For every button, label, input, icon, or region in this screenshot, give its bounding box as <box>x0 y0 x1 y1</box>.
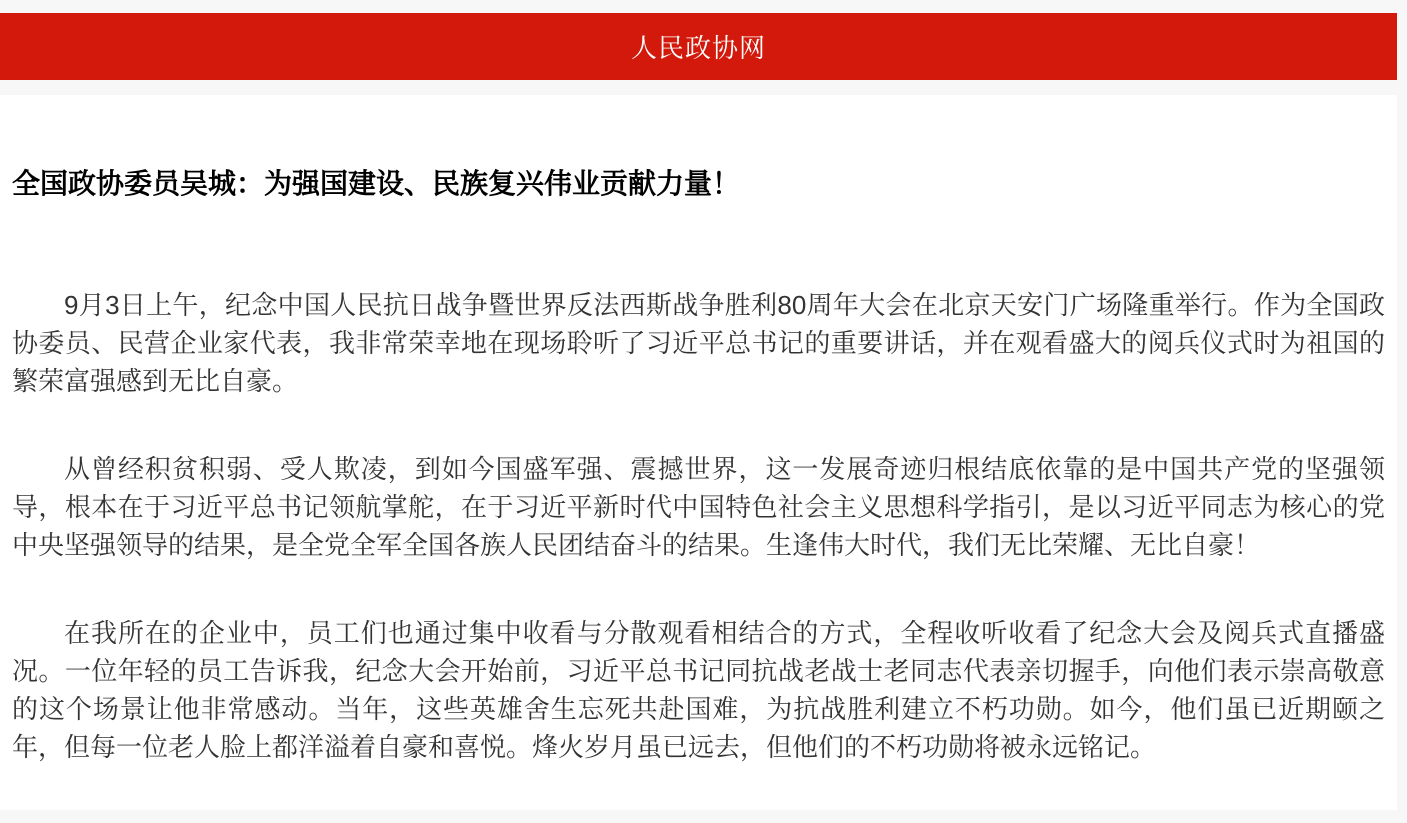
page-column <box>0 13 1397 823</box>
article-paragraph-2: 从曾经积贫积弱、受人欺凌，到如今国盛军强、震撼世界，这一发展奇迹归根结底依靠的是中国共产党的坚强领导，根本在于习近平总书记领航掌舵，在于习近平新时代中国特色社会主义思想科学指引，是以习近平同志为核心的党中央坚强领导的结果，是全党全军全国各族人民团结奋斗的结果。生逢伟大时代，我们无比荣耀、无比自豪！ <box>12 454 1385 560</box>
site-title-link[interactable]: 人民政协网 <box>630 33 766 63</box>
site-banner <box>0 13 1397 80</box>
page-right-gutter <box>1397 13 1407 823</box>
article-content <box>0 95 1397 810</box>
article-paragraph-3: 在我所在的企业中，员工们也通过集中收看与分散观看相结合的方式，全程收听收看了纪念大会及阅兵式直播盛况。一位年轻的员工告诉我，纪念大会开始前，习近平总书记同抗战老战士老同志代表亲切握手，向他们表示崇高敬意的这个场景让他非常感动。当年，这些英雄舍生忘死共赴国难，为抗战胜利建立不朽功勋。如今，他们虽已近期颐之年，但每一位老人脸上都洋溢着自豪和喜悦。烽火岁月虽已远去，但他们的不朽功勋将被永远铭记。 <box>12 618 1385 762</box>
article-title: 全国政协委员吴城：为强国建设、民族复兴伟业贡献力量！ <box>12 168 741 199</box>
article-paragraph-1: 9月3日上午，纪念中国人民抗日战争暨世界反法西斯战争胜利80周年大会在北京天安门广场隆重举行。作为全国政协委员、民营企业家代表，我非常荣幸地在现场聆听了习近平总书记的重要讲话，并在观看盛大的阅兵仪式时为祖国的繁荣富强感到无比自豪。 <box>12 290 1385 396</box>
